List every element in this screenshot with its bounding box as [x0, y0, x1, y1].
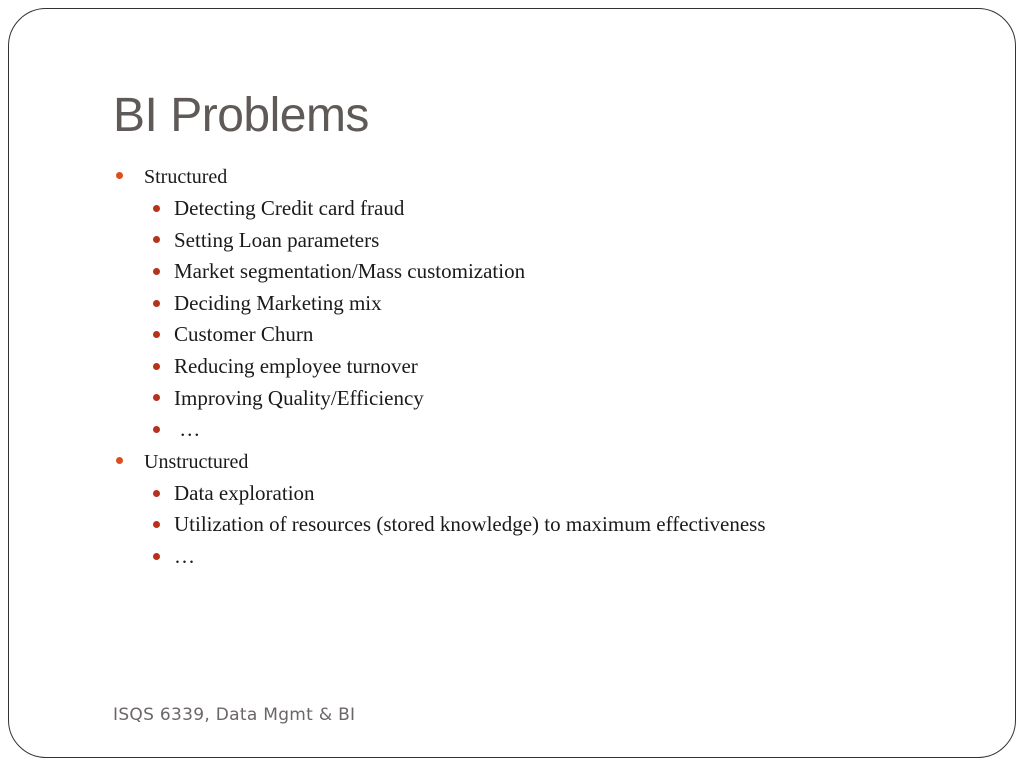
- sub-bullet-dot-icon: [153, 236, 160, 243]
- sub-bullet-dot-icon: [153, 553, 160, 560]
- sub-bullet-label: Utilization of resources (stored knowledge) to maximum effectiveness: [174, 512, 766, 537]
- sub-bullet-label: …: [174, 417, 201, 442]
- bullet-unstructured: [114, 446, 914, 478]
- sub-bullet-dot-icon: [153, 363, 160, 370]
- sub-bullet: [114, 509, 914, 541]
- bullet-dot-icon: [116, 172, 123, 179]
- sub-bullet: [114, 541, 914, 573]
- bullet-dot-icon: [116, 457, 123, 464]
- sub-bullet-dot-icon: [153, 205, 160, 212]
- bullet-label: Structured: [144, 166, 228, 188]
- sub-bullet: [114, 383, 914, 415]
- sub-bullet: [114, 351, 914, 383]
- sub-bullet: [114, 478, 914, 510]
- bullet-label: Unstructured: [144, 450, 249, 473]
- sub-bullet: [114, 225, 914, 257]
- sub-bullet-label: Detecting Credit card fraud: [174, 196, 405, 220]
- sub-bullet-label: Improving Quality/Efficiency: [174, 385, 424, 410]
- sub-bullet: [114, 256, 914, 288]
- bullet-list: [114, 161, 914, 573]
- sub-bullet-dot-icon: [153, 394, 160, 401]
- sub-bullet-dot-icon: [153, 490, 160, 497]
- sub-bullet: [114, 288, 914, 320]
- sub-bullet-dot-icon: [153, 331, 160, 338]
- sub-bullet-label: Deciding Marketing mix: [174, 290, 382, 315]
- sub-bullet-dot-icon: [153, 426, 160, 433]
- sub-bullet-label: …: [174, 543, 195, 568]
- sub-bullet-label: Market segmentation/Mass customization: [174, 259, 526, 284]
- sub-bullet-label: Reducing employee turnover: [174, 353, 418, 378]
- slide-footer: ISQS 6339, Data Mgmt & BI: [113, 705, 356, 725]
- slide-title: BI Problems: [113, 89, 369, 142]
- sub-bullet: [114, 414, 914, 446]
- sub-bullet-label: Customer Churn: [174, 322, 314, 347]
- sub-bullet: [114, 193, 914, 225]
- sub-bullet-dot-icon: [153, 300, 160, 307]
- sub-bullet: [114, 319, 914, 351]
- sub-bullet-dot-icon: [153, 268, 160, 275]
- sub-bullet-dot-icon: [153, 521, 160, 528]
- sub-bullet-label: Setting Loan parameters: [174, 227, 380, 252]
- bullet-structured: [114, 161, 914, 193]
- sub-bullet-label: Data exploration: [174, 480, 315, 505]
